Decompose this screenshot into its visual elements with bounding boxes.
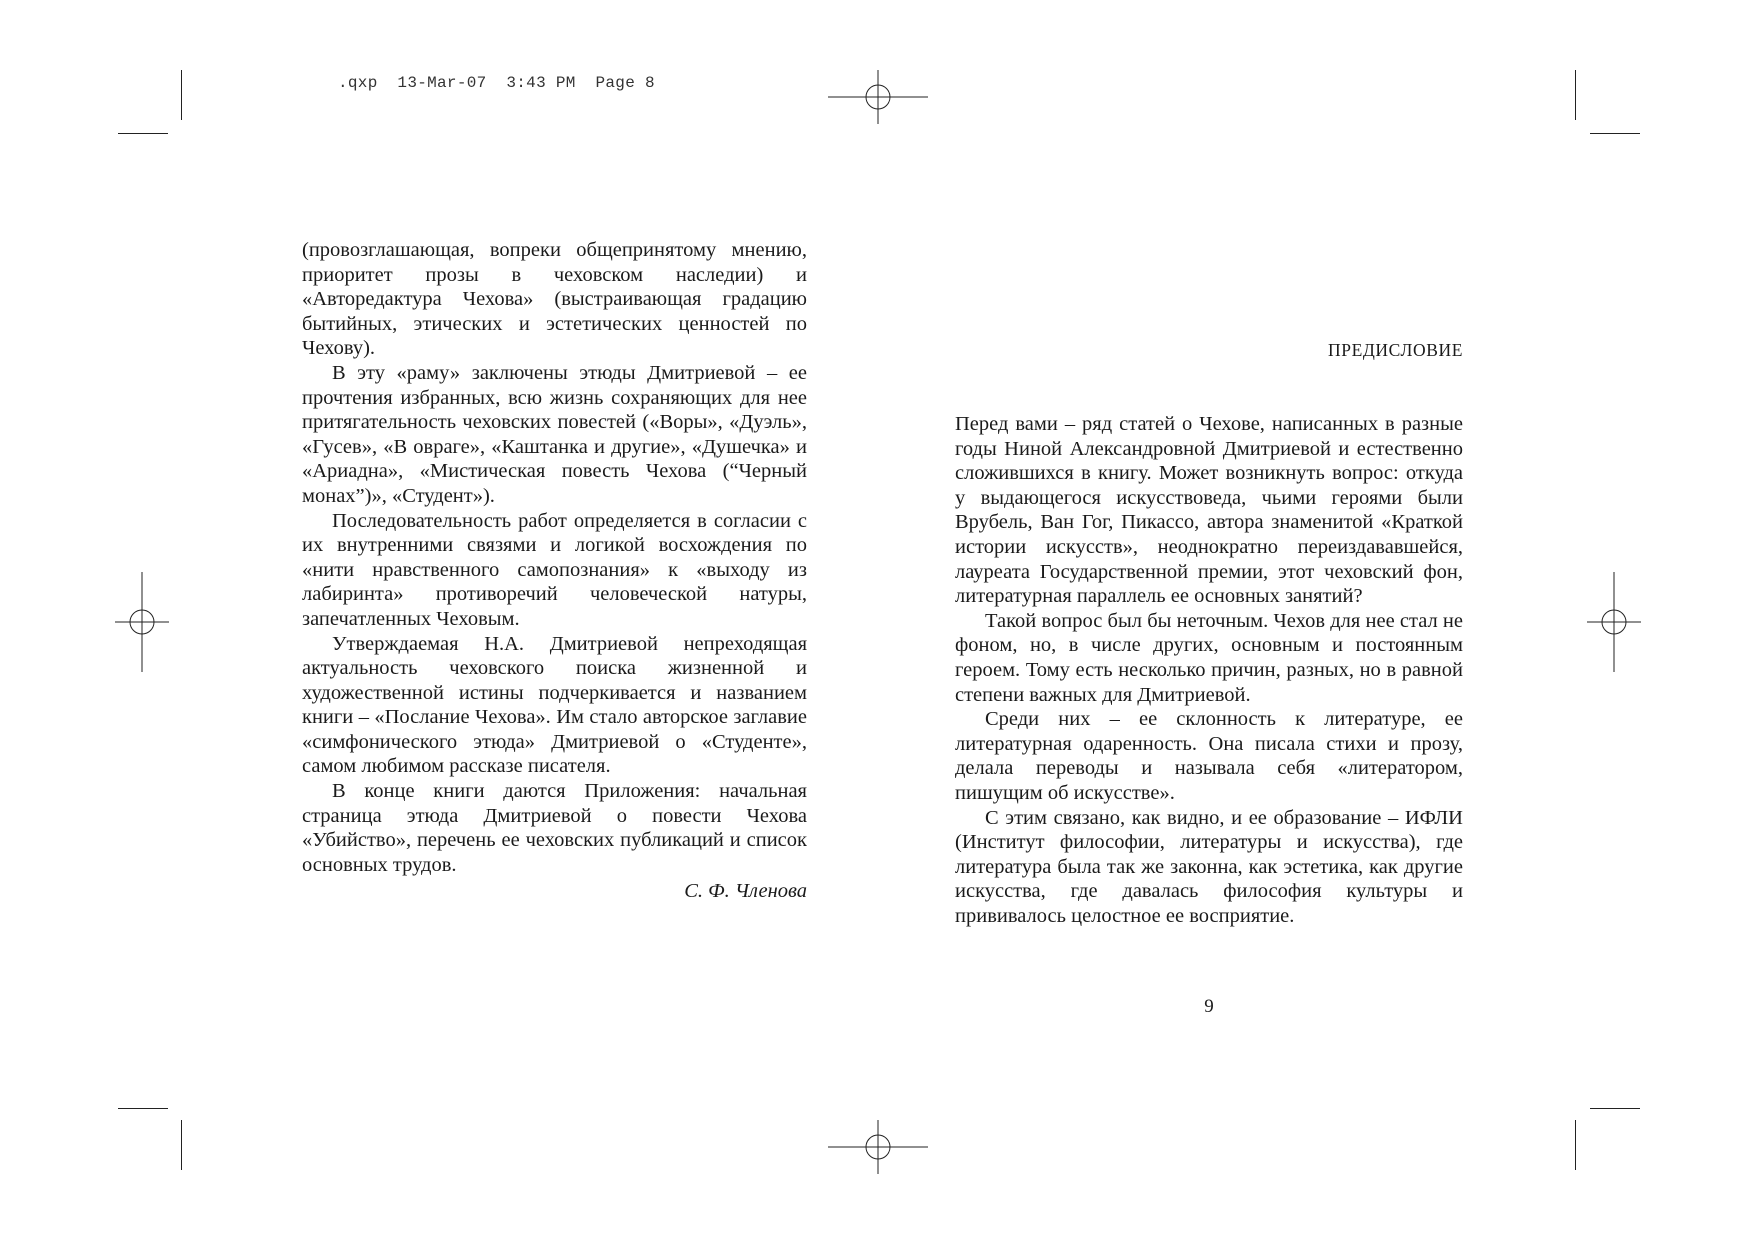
paragraph: В эту «раму» заключены этюды Дмитриевой – ее прочтения избранных, всю жизнь сохраняющих для нее притягательность чеховских повестей («Воры», «Дуэль», «Гусев», «В овраге», «Каштанка и другие», «Душечка» и «Ариадна», «Мистическая повесть Чехова (“Черный монах”)», «Студент»). [302, 361, 807, 507]
paragraph: Утверждаемая Н.А. Дмитриевой непреходящая актуальность чеховского поиска жизненной и художественной истины подчеркивается и названием книги – «Послание Чехова». Им стало авторское заглавие «симфонического этюда» Дмитриевой о «Студенте», самом любимом рассказе писателя. [302, 632, 807, 778]
crop-mark [181, 1120, 182, 1170]
paragraph: Перед вами – ряд статей о Чехове, написанных в разные годы Ниной Александровной Дмитриевой и естественно сложившихся в книгу. Может возникнуть вопрос: откуда у выдающегося искусствоведа, чьими героями были Врубель, Ван Гог, Пикассо, автора знаменитой «Краткой истории искусств», неоднократно переиздававшейся, лауреата Государственной премии, этот чеховский фон, литературная параллель ее основных занятий? [955, 413, 1463, 608]
slug-page: Page 8 [595, 74, 655, 92]
slug-file: .qxp [338, 74, 378, 92]
paragraph: С этим связано, как видно, и ее образование – ИФЛИ (Институт философии, литературы и искусства), где литература была так же законна, как эстетика, как другие искусства, где давалась философия культуры и прививалось целостное ее восприятие. [955, 806, 1463, 927]
crop-mark [181, 70, 182, 120]
crop-mark [118, 133, 168, 134]
paragraph: Последовательность работ определяется в согласии с их внутренними связями и логикой восхождения по «нити нравственного самопознания» к «выходу из лабиринта» противоречий человеческой натуры, запечатленных Чеховым. [302, 509, 807, 630]
crop-mark [1590, 1108, 1640, 1109]
paragraph: (провозглашающая, вопреки общепринятому мнению, приоритет прозы в чеховском наследии) и «Автоpедактура Чехова» (выстраивающая градацию бытийных, этических и эстетических ценностей по Чехову). [302, 239, 807, 360]
paragraph: Такой вопрос был бы неточным. Чехов для нее стал не фоном, но, в числе других, основным и постоянным героем. Тому есть несколько причин, разных, но в равной степени важных для Дмитриевой. [955, 609, 1463, 706]
registration-mark-bottom [828, 1120, 928, 1174]
running-head: ПРЕДИСЛОВИЕ [1328, 340, 1463, 360]
registration-mark-right [1587, 572, 1641, 672]
slug-time: 3:43 PM [506, 74, 576, 92]
paragraph: Среди них – ее склонность к литературе, ее литературная одаренность. Она писала стихи и прозу, делала переводы и называла себя «литератором, пишущим об искусстве». [955, 708, 1463, 804]
registration-mark-top [828, 70, 928, 124]
registration-mark-left [115, 572, 169, 672]
crop-mark [1575, 70, 1576, 120]
author-signature: С. Ф. Членова [684, 880, 807, 903]
crop-mark [118, 1108, 168, 1109]
printer-slug [338, 74, 655, 92]
paragraph: В конце книги даются Приложения: начальная страница этюда Дмитриевой о повести Чехова «Убийство», перечень ее чеховских публикаций и список основных трудов. [302, 780, 807, 876]
crop-mark [1575, 1120, 1576, 1170]
slug-date: 13-Mar-07 [397, 74, 487, 92]
crop-mark [1590, 133, 1640, 134]
page-number: 9 [1204, 996, 1214, 1017]
left-page-body [302, 238, 807, 904]
right-page-body [955, 412, 1463, 928]
